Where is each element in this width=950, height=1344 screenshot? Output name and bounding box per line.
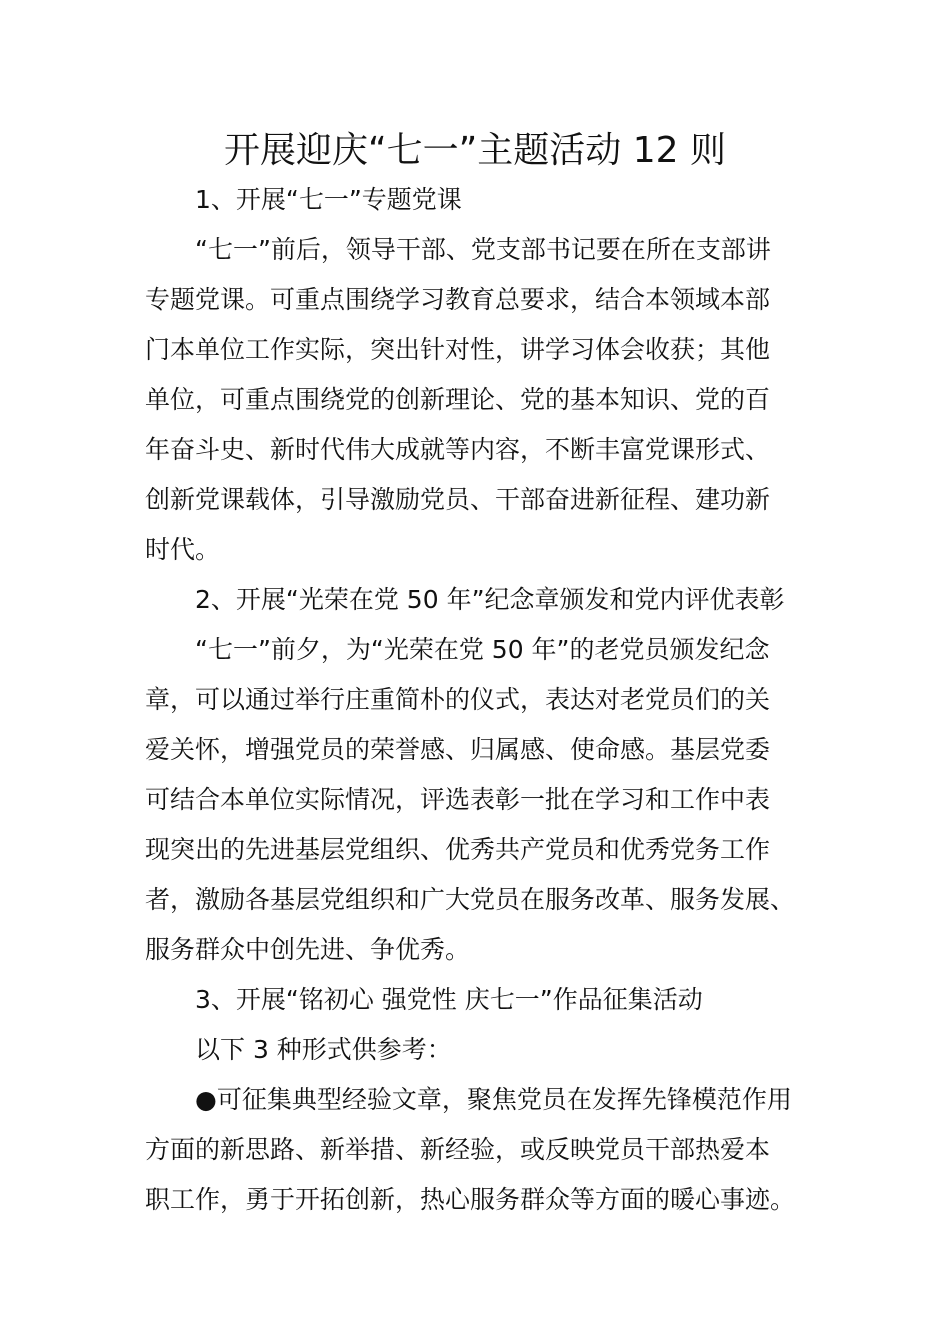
section-heading-3: 3、开展“铭初心 强党性 庆七一”作品征集活动 — [195, 985, 703, 1014]
paragraph-line: 年奋斗史、新时代伟大成就等内容，不断丰富党课形式、 — [145, 435, 771, 464]
paragraph-line: “七一”前夕，为“光荣在党 50 年”的老党员颁发纪念 — [195, 635, 770, 664]
document-title: 开展迎庆“七一”主题活动 12 则 — [224, 130, 726, 171]
paragraph-line: 方面的新思路、新举措、新经验，或反映党员干部热爱本 — [145, 1135, 771, 1164]
paragraph-line: 章，可以通过举行庄重简朴的仪式，表达对老党员们的关 — [145, 685, 771, 714]
paragraph-line: 者，激励各基层党组织和广大党员在服务改革、服务发展、 — [145, 885, 796, 914]
paragraph-line: 专题党课。可重点围绕学习教育总要求，结合本领域本部 — [145, 285, 771, 314]
paragraph-line: 现突出的先进基层党组织、优秀共产党员和优秀党务工作 — [145, 835, 771, 864]
paragraph-line: 服务群众中创先进、争优秀。 — [145, 935, 471, 964]
paragraph-line: 以下 3 种形式供参考： — [195, 1035, 452, 1064]
paragraph-line: 单位，可重点围绕党的创新理论、党的基本知识、党的百 — [145, 385, 771, 414]
paragraph-line: 创新党课载体，引导激励党员、干部奋进新征程、建功新 — [145, 485, 771, 514]
paragraph-line: 职工作，勇于开拓创新，热心服务群众等方面的暖心事迹。 — [145, 1185, 796, 1214]
paragraph-line: 爱关怀，增强党员的荣誉感、归属感、使命感。基层党委 — [145, 735, 771, 764]
section-heading-1: 1、开展“七一”专题党课 — [195, 185, 462, 214]
paragraph-line: 可结合本单位实际情况，评选表彰一批在学习和工作中表 — [145, 785, 771, 814]
paragraph-line: “七一”前后，领导干部、党支部书记要在所在支部讲 — [195, 235, 771, 264]
paragraph-line: 时代。 — [145, 535, 221, 564]
section-heading-2: 2、开展“光荣在党 50 年”纪念章颁发和党内评优表彰 — [195, 585, 785, 614]
paragraph-line: 门本单位工作实际，突出针对性，讲学习体会收获；其他 — [145, 335, 771, 364]
bullet-line: ●可征集典型经验文章，聚焦党员在发挥先锋模范作用 — [195, 1085, 792, 1114]
